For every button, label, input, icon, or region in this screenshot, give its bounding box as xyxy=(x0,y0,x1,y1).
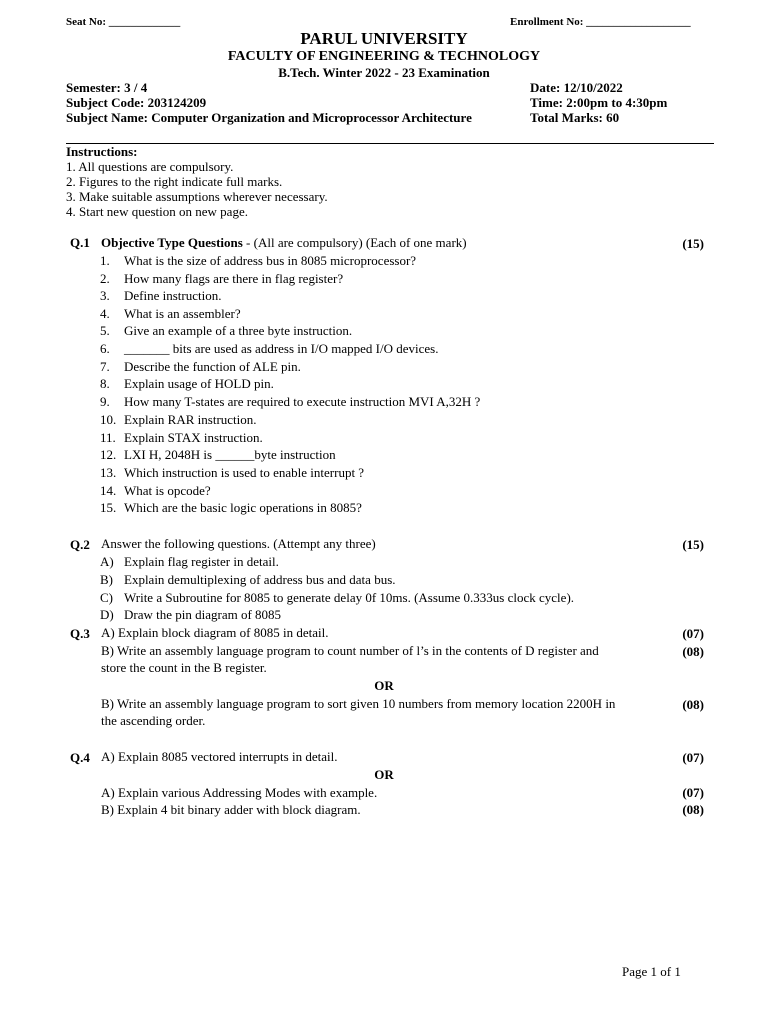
q2-number: Q.2 xyxy=(70,537,90,552)
q4-or-divider: OR xyxy=(374,767,394,782)
seat-number-field: Seat No: _____________ xyxy=(66,16,181,28)
total-marks: Total Marks: 60 xyxy=(530,110,620,125)
q1-item-number: 8. xyxy=(100,376,110,391)
q3-number: Q.3 xyxy=(70,626,90,641)
exam-date: Date: 12/10/2022 xyxy=(530,80,623,95)
q1-item-text: Explain RAR instruction. xyxy=(124,412,257,427)
q1-item-number: 10. xyxy=(100,412,117,427)
q1-item-number: 15. xyxy=(100,500,117,515)
university-name: PARUL UNIVERSITY xyxy=(300,29,468,48)
q1-item-text: Give an example of a three byte instruction. xyxy=(124,323,353,338)
subject-code: Subject Code: 203124209 xyxy=(66,95,207,110)
instruction-item: 4. Start new question on new page. xyxy=(66,204,248,219)
q1-item-text: Explain STAX instruction. xyxy=(124,430,263,445)
q4-part-b-marks: (08) xyxy=(682,802,704,817)
q1-item-number: 13. xyxy=(100,465,117,480)
q1-item-text: Define instruction. xyxy=(124,288,222,303)
q1-item-text: What is opcode? xyxy=(124,483,211,498)
instructions xyxy=(66,144,328,219)
q3-part-a: A) Explain block diagram of 8085 in detail. xyxy=(101,625,329,640)
q2-item-letter: B) xyxy=(100,572,113,587)
q3-part-b1-line2: store the count in the B register. xyxy=(101,660,267,675)
q4-number: Q.4 xyxy=(70,750,90,765)
faculty-name: FACULTY OF ENGINEERING & TECHNOLOGY xyxy=(227,49,541,64)
q3-part-b2-line1: B) Write an assembly language program to sort given 10 numbers from memory location 2200H in xyxy=(101,696,616,711)
q1-item-text: What is the size of address bus in 8085 microprocessor? xyxy=(124,253,417,268)
q1-item-number: 11. xyxy=(100,430,116,445)
q1-item-number: 4. xyxy=(100,306,110,321)
exam-title: B.Tech. Winter 2022 - 23 Examination xyxy=(278,65,490,80)
q1-item-number: 9. xyxy=(100,394,110,409)
q1-item-text: How many T-states are required to execute instruction MVI A,32H ? xyxy=(124,394,481,409)
q1-item-number: 2. xyxy=(100,271,110,286)
instruction-item: 3. Make suitable assumptions wherever necessary. xyxy=(66,189,328,204)
q2-item-text: Explain flag register in detail. xyxy=(124,554,279,569)
q4-part-a-marks: (07) xyxy=(682,750,704,765)
q1-item-text: Which instruction is used to enable interrupt ? xyxy=(124,465,365,480)
exam-time: Time: 2:00pm to 4:30pm xyxy=(530,95,668,110)
q2-marks: (15) xyxy=(682,537,704,552)
q3-part-b2-line2: the ascending order. xyxy=(101,713,206,728)
q1-item-text: LXI H, 2048H is ______byte instruction xyxy=(124,447,336,462)
page-number: Page 1 of 1 xyxy=(622,964,681,979)
q2-item-text: Explain demultiplexing of address bus and data bus. xyxy=(124,572,396,587)
instruction-item: 1. All questions are compulsory. xyxy=(66,159,234,174)
q1-item-text: Which are the basic logic operations in 8085? xyxy=(124,500,362,515)
q1-item-text: How many flags are there in flag register? xyxy=(124,271,344,286)
q1-item-text: Explain usage of HOLD pin. xyxy=(124,376,274,391)
q1-item-number: 7. xyxy=(100,359,110,374)
q2-heading: Answer the following questions. (Attempt any three) xyxy=(101,536,376,551)
q2-item-text: Write a Subroutine for 8085 to generate delay 0f 10ms. (Assume 0.333us clock cycle). xyxy=(124,590,575,605)
instruction-item: 2. Figures to the right indicate full marks. xyxy=(66,174,283,189)
q1-item-number: 12. xyxy=(100,447,117,462)
q1-item-number: 6. xyxy=(100,341,110,356)
q2-item-letter: A) xyxy=(100,554,114,569)
q3-part-b1-marks: (08) xyxy=(682,644,704,659)
q1-number: Q.1 xyxy=(70,235,90,250)
q4-part-b: B) Explain 4 bit binary adder with block diagram. xyxy=(101,802,361,817)
q2-item-text: Draw the pin diagram of 8085 xyxy=(124,607,282,622)
q1-item-text: What is an assembler? xyxy=(124,306,241,321)
q1-item-text: Describe the function of ALE pin. xyxy=(124,359,301,374)
q3-or-divider: OR xyxy=(374,678,394,693)
q1-heading-note: - (All are compulsory) (Each of one mark) xyxy=(242,235,467,250)
instructions-title: Instructions: xyxy=(66,144,138,159)
q3-part-b2-marks: (08) xyxy=(682,697,704,712)
q1-item-number: 3. xyxy=(100,288,110,303)
q1-item-number: 14. xyxy=(100,483,117,498)
q2-item-letter: D) xyxy=(100,607,114,622)
q1-item-number: 5. xyxy=(100,323,110,338)
q4-part-a: A) Explain 8085 vectored interrupts in detail. xyxy=(101,749,338,764)
q1-item-number: 1. xyxy=(100,253,110,268)
q1-heading xyxy=(101,235,467,251)
q4-part-a-alt: A) Explain various Addressing Modes with example. xyxy=(101,785,378,800)
enrollment-number-field: Enrollment No: ___________________ xyxy=(510,16,691,28)
semester: Semester: 3 / 4 xyxy=(66,80,148,95)
q1-marks: (15) xyxy=(682,236,704,251)
subject-name: Subject Name: Computer Organization and Microprocessor Architecture xyxy=(66,110,472,125)
q3-part-b1-line1: B) Write an assembly language program to count number of l’s in the contents of D register and xyxy=(101,643,599,658)
q4-part-a-alt-marks: (07) xyxy=(682,785,704,800)
q1-heading-title: Objective Type Questions xyxy=(101,235,243,250)
q2-item-letter: C) xyxy=(100,590,113,605)
q1-item-text: _______ bits are used as address in I/O mapped I/O devices. xyxy=(124,341,439,356)
q3-part-a-marks: (07) xyxy=(682,626,704,641)
